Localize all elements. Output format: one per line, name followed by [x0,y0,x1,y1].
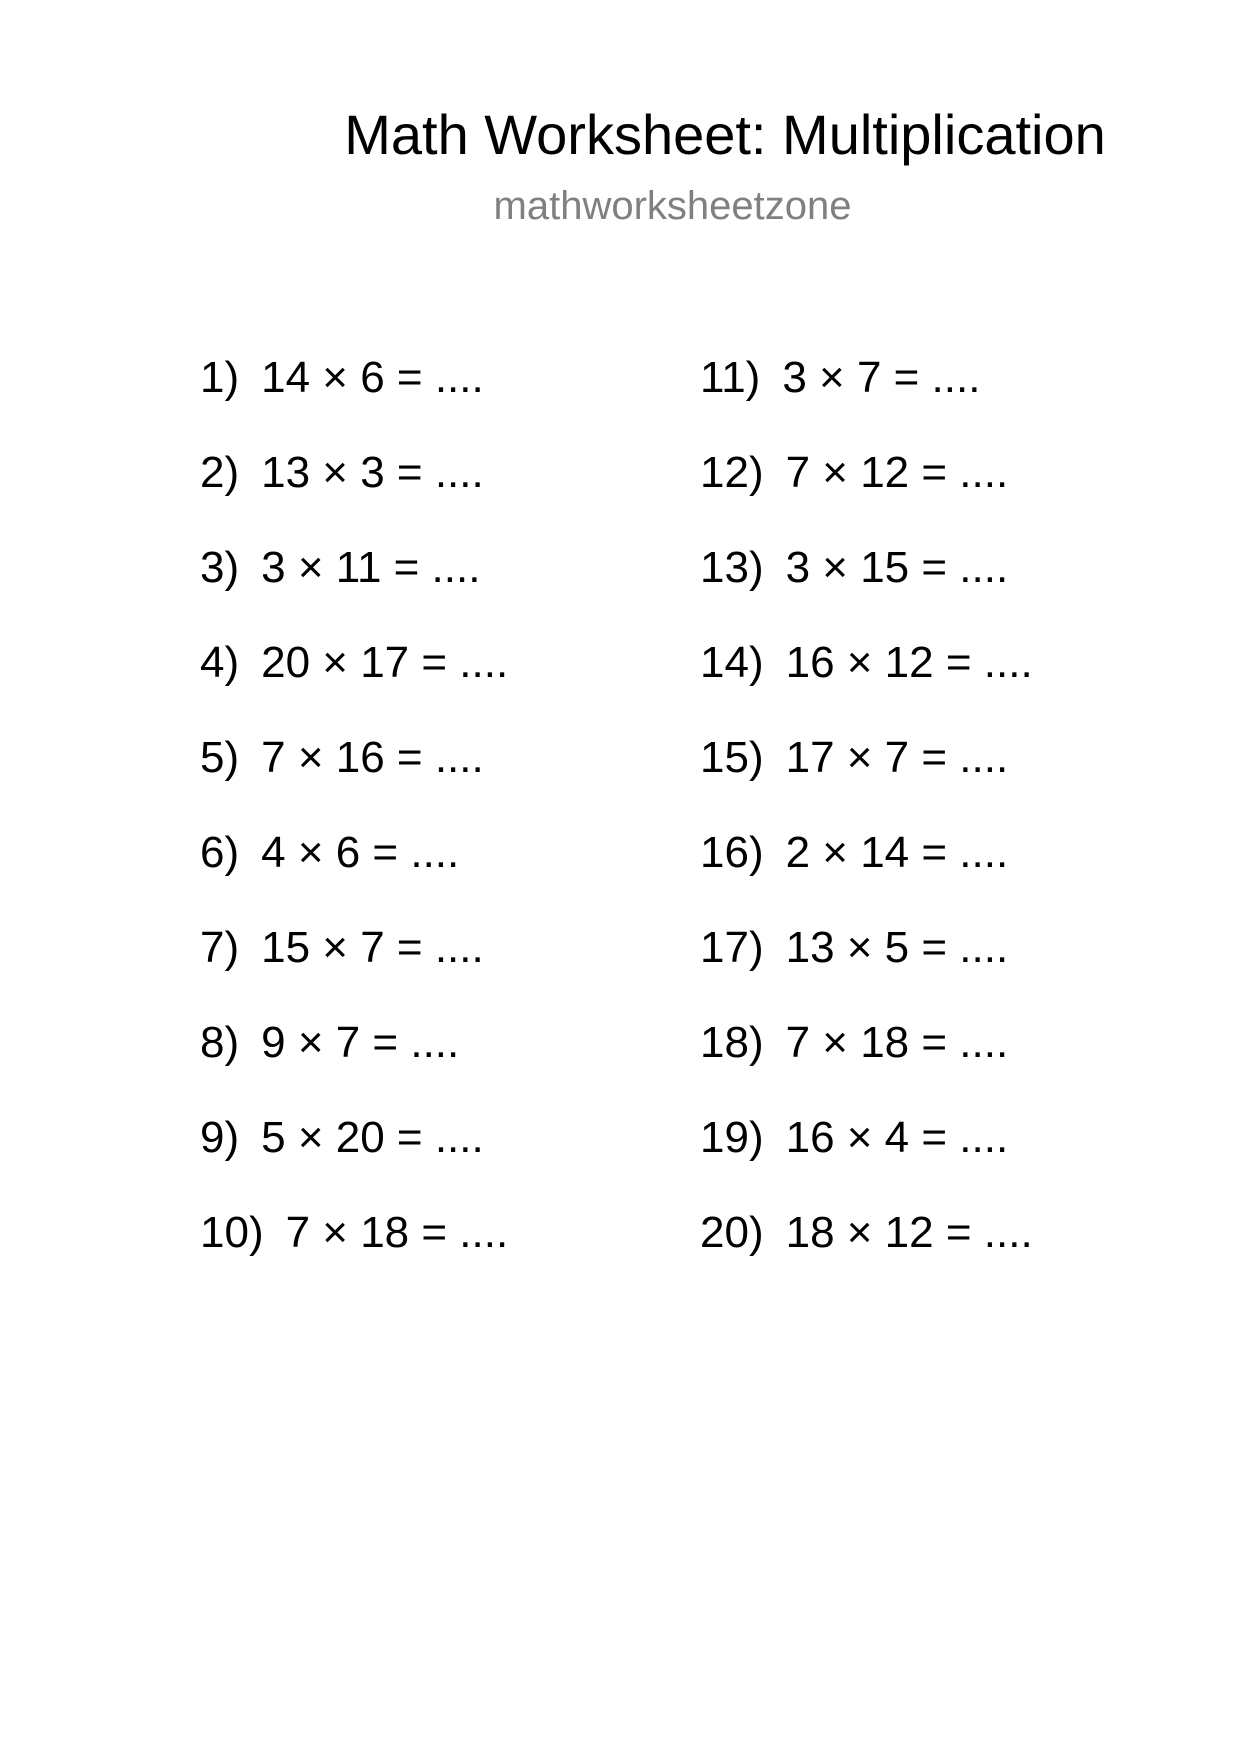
problem-number: 8) [200,1018,240,1067]
problem-number: 15) [700,733,764,782]
problem-item [700,1010,1160,1105]
problem-item [200,820,660,915]
problem-expression: 7 × 18 = .... [785,1018,1009,1067]
problem-number: 7) [200,923,240,972]
problem-number: 13) [700,543,764,592]
problem-expression: 16 × 4 = .... [785,1113,1009,1162]
problem-number: 19) [700,1113,764,1162]
problem-number: 18) [700,1018,764,1067]
problem-item [700,630,1160,725]
problem-number: 6) [200,828,240,877]
problem-expression: 2 × 14 = .... [785,828,1009,877]
page-title: Math Worksheet: Multiplication [344,103,1106,166]
problem-expression: 14 × 6 = .... [261,353,484,402]
problem-number: 5) [200,733,240,782]
problem-item [700,1200,1160,1295]
problem-item [200,535,660,630]
problem-expression: 13 × 5 = .... [785,923,1009,972]
problem-expression: 9 × 7 = .... [261,1018,460,1067]
problem-item [700,535,1160,630]
problem-item [200,1200,660,1295]
problem-expression: 5 × 20 = .... [261,1113,484,1162]
problem-item [700,1105,1160,1200]
problem-item [200,1010,660,1105]
problem-expression: 17 × 7 = .... [785,733,1009,782]
problem-column-right [700,345,1160,1295]
problem-expression: 15 × 7 = .... [261,923,484,972]
problem-expression: 18 × 12 = .... [785,1208,1033,1257]
problem-expression: 3 × 7 = .... [782,353,981,402]
problem-number: 10) [200,1208,264,1257]
problem-item [200,440,660,535]
problem-item [700,725,1160,820]
problem-item [200,345,660,440]
problem-number: 11) [700,353,761,402]
problem-number: 1) [200,353,240,402]
problem-number: 20) [700,1208,764,1257]
problem-expression: 3 × 11 = .... [261,543,481,592]
problem-number: 2) [200,448,240,497]
problem-number: 17) [700,923,764,972]
problem-number: 14) [700,638,764,687]
problem-expression: 7 × 18 = .... [285,1208,509,1257]
problem-item [700,820,1160,915]
problem-item [700,915,1160,1010]
problem-number: 16) [700,828,764,877]
problem-expression: 3 × 15 = .... [785,543,1009,592]
problem-item [200,915,660,1010]
problem-number: 3) [200,543,240,592]
problem-number: 9) [200,1113,240,1162]
problem-column-left [200,345,660,1295]
problem-expression: 4 × 6 = .... [261,828,460,877]
problem-expression: 16 × 12 = .... [785,638,1033,687]
problem-item [200,630,660,725]
problem-expression: 13 × 3 = .... [261,448,484,497]
problem-number: 12) [700,448,764,497]
problem-expression: 7 × 12 = .... [785,448,1009,497]
problem-list [200,345,1100,1295]
problem-expression: 7 × 16 = .... [261,733,484,782]
problem-item [700,345,1160,440]
problem-item [200,725,660,820]
problem-number: 4) [200,638,240,687]
problem-item [700,440,1160,535]
problem-item [200,1105,660,1200]
page-subtitle: mathworksheetzone [493,184,852,228]
problem-expression: 20 × 17 = .... [261,638,509,687]
